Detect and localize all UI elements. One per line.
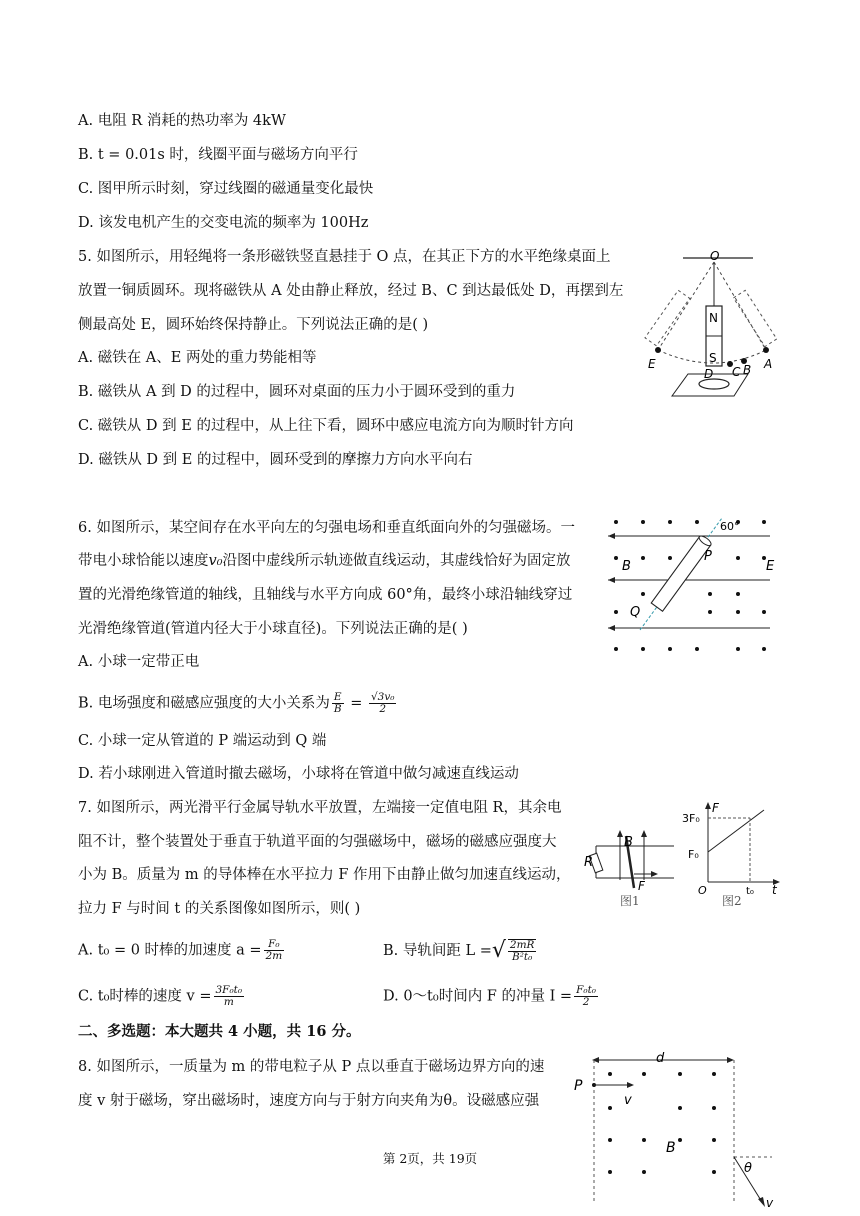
q6-stem-line2b: 沿图中虚线所示轨迹做直线运动，其虚线恰好为固定放 [222, 553, 571, 569]
q6-stem-line2a: 带电小球恰能以速度 [78, 553, 209, 569]
q5-option-d: D. 磁铁从 D 到 E 的过程中，圆环受到的摩擦力方向水平向右 [78, 452, 473, 468]
q6-label-b: B [622, 559, 631, 574]
q8-label-d: d [656, 1052, 665, 1066]
q6-stem-line1: 6. 如图所示，某空间存在水平向左的匀强电场和垂直纸面向外的匀强磁场。一 [78, 520, 575, 536]
q4-option-c: C. 图甲所示时刻，穿过线圈的磁通量变化最快 [78, 181, 374, 197]
q7-a-num: F₀ [264, 939, 285, 951]
q5-stem-line2: 放置一铜质圆环。现将磁铁从 A 处由静止释放，经过 B、C 到达最低处 D，再摆到左 [78, 283, 624, 299]
q7-d-den: 2 [582, 996, 590, 1008]
graph-tick-3f0: 3F₀ [682, 812, 700, 825]
q6-frac-rhs-den: 2 [379, 703, 387, 715]
q6-option-b [78, 692, 398, 715]
fig-label-o: O [710, 249, 720, 263]
q8-field-figure [572, 1052, 782, 1212]
section-2-heading: 二、多选题：本大题共 4 小题，共 16 分。 [78, 1023, 361, 1040]
magnet-n-label: N [709, 311, 718, 325]
q7-option-c-text: C. t₀时棒的速度 v = [78, 988, 212, 1005]
q7-c-den: m [223, 996, 234, 1008]
q8-stem-line2: 度 v 射于磁场，穿出磁场时，速度方向与于射方向夹角为θ。设磁感应强 [78, 1093, 540, 1109]
q4-option-a: A. 电阻 R 消耗的热功率为 4kW [78, 113, 286, 129]
q8-label-b: B [666, 1140, 676, 1156]
graph-tick-f0: F₀ [688, 848, 699, 861]
q7-option-b-text: B. 导轨间距 L = [383, 943, 492, 959]
q7-figures [582, 800, 782, 896]
q8-label-v2: v [766, 1196, 774, 1210]
page-footer: 第 2页，共 19页 [382, 1151, 478, 1166]
magnetic-field-dots [614, 520, 766, 651]
q8-stem-line1: 8. 如图所示，一质量为 m 的带电粒子从 P 点以垂直于磁场边界方向的速 [78, 1059, 545, 1075]
rail-figure [584, 830, 674, 896]
q5-option-c: C. 磁铁从 D 到 E 的过程中，从上往下看，圆环中感应电流方向为顺时针方向 [78, 418, 574, 434]
q7-caption-2-label: 图2 [722, 894, 742, 908]
magnet-s-label: S [709, 351, 717, 365]
q6-field-figure [598, 512, 780, 660]
q8-label-v: v [624, 1093, 632, 1108]
q7-stem-line3: 小为 B。质量为 m 的导体棒在水平拉力 F 作用下由静止做匀加速直线运动， [78, 867, 571, 883]
fig-label-c: C [732, 365, 741, 379]
q7-label-b: B [624, 835, 633, 850]
q7-d-num: F₀t₀ [576, 984, 597, 996]
q7-stem-line4: 拉力 F 与时间 t 的关系图像如图所示，则( ) [78, 901, 361, 917]
q7-option-d-text: D. 0～t₀时间内 F 的冲量 I = [383, 988, 573, 1005]
q6-option-d: D. 若小球刚进入管道时撤去磁场，小球将在管道中做匀减速直线运动 [78, 766, 519, 782]
fig-label-d: D [704, 367, 714, 381]
graph-tick-t0: t₀ [746, 886, 754, 896]
q6-label-p: P [704, 549, 712, 564]
fig-label-b: B [743, 363, 752, 377]
q6-frac-b: B [333, 703, 342, 715]
q7-option-d [383, 985, 600, 1008]
graph-axis-f: F [712, 801, 719, 815]
graph-axis-t: t [772, 883, 777, 896]
q6-label-q: Q [630, 605, 641, 620]
q7-stem-line2: 阻不计，整个装置处于垂直于轨道平面的匀强磁场中，磁场的磁感应强度大 [78, 834, 557, 850]
q6-label-e: E [766, 559, 775, 574]
q7-option-b: B. 导轨间距 L =√ $\frac{2mR}{\text{B²t₀}}$ [383, 938, 535, 963]
q6-stem-line3: 置的光滑绝缘管道的轴线，且轴线与水平方向成 60°角，最终小球沿轴线穿过 [78, 587, 573, 603]
q6-stem-line4: 光滑绝缘管道(管道内径大于小球直径)。下列说法正确的是( ) [78, 621, 468, 637]
q6-stem-line2 [78, 551, 571, 571]
q4-option-d: D. 该发电机产生的交变电流的频率为 100Hz [78, 215, 369, 231]
q6-equals: = [345, 695, 367, 712]
q7-b-den: B²t₀ [512, 951, 533, 963]
q7-c-num: 3F₀t₀ [215, 984, 243, 996]
q7-option-a-text: A. t₀ = 0 时棒的加速度 a = [78, 942, 262, 959]
q5-stem-line3: 侧最高处 E，圆环始终保持静止。下列说法正确的是( ) [78, 317, 429, 333]
fig-label-e: E [648, 357, 656, 371]
q6-frac-e: E [332, 692, 344, 704]
q6-v0: v₀ [208, 553, 223, 569]
q5-option-b: B. 磁铁从 A 到 D 的过程中，圆环对桌面的压力小于圆环受到的重力 [78, 384, 516, 400]
q7-caption-1-label: 图1 [620, 894, 640, 908]
q7-b-num: 2mR [509, 939, 535, 951]
f-t-graph [682, 801, 780, 896]
fig-label-a: A [764, 357, 773, 371]
q7-label-f: F [638, 879, 645, 893]
q6-option-b-text: B. 电场强度和磁感应强度的大小关系为 [78, 695, 330, 712]
q5-option-a: A. 磁铁在 A、E 两处的重力势能相等 [78, 350, 317, 366]
q7-a-den: 2m [265, 950, 283, 962]
q6-option-a: A. 小球一定带正电 [78, 654, 200, 670]
q7-option-c [78, 985, 246, 1008]
q6-option-c: C. 小球一定从管道的 P 端运动到 Q 端 [78, 733, 327, 749]
q8-label-theta: θ [744, 1161, 752, 1176]
q6-angle-label: 60° [720, 520, 740, 533]
q7-label-r: R [584, 855, 594, 870]
q8-label-p: P [574, 1078, 583, 1094]
q6-frac-rhs-num: √3v₀ [370, 691, 395, 703]
q7-option-a [78, 939, 286, 962]
q5-stem-line1: 5. 如图所示，用轻绳将一条形磁铁竖直悬挂于 O 点，在其正下方的水平绝缘桌面上 [78, 249, 611, 265]
q7-stem-line1: 7. 如图所示，两光滑平行金属导轨水平放置，左端接一定值电阻 R，其余电 [78, 800, 562, 816]
q5-pendulum-figure [638, 246, 788, 406]
graph-origin: O [698, 884, 707, 896]
q4-option-b: B. t = 0.01s 时，线圈平面与磁场方向平行 [78, 147, 358, 163]
